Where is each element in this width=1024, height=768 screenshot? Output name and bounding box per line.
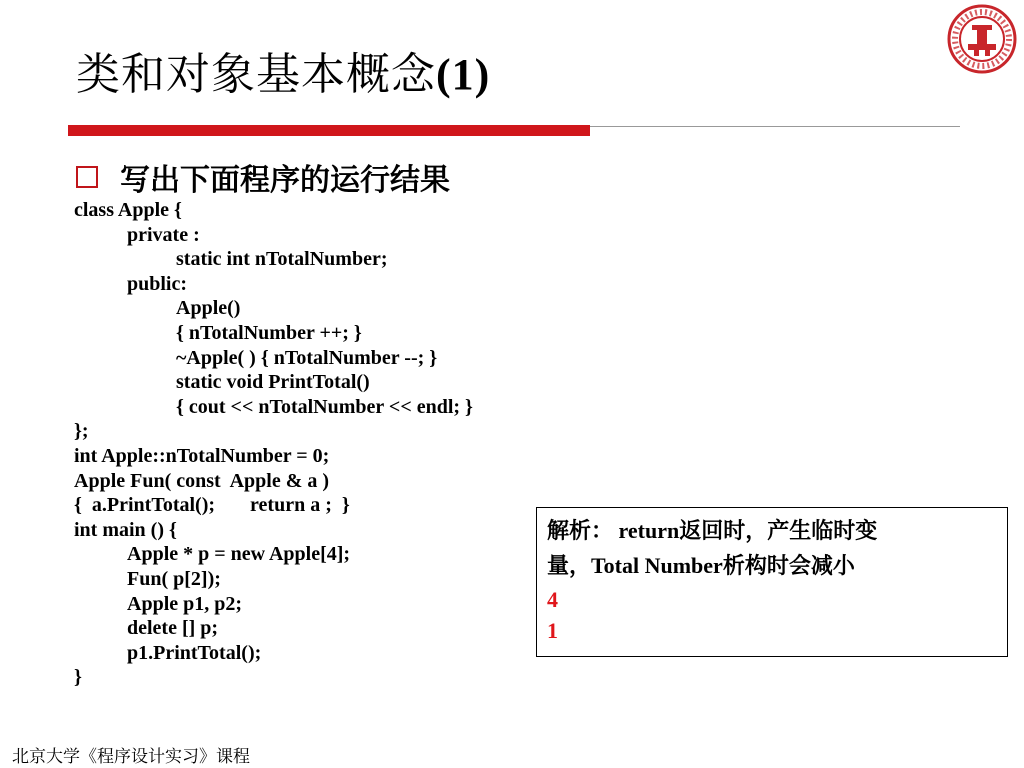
- code-line: Apple Fun( const Apple & a ): [74, 469, 330, 492]
- code-line: class Apple {: [74, 199, 182, 221]
- code-line: static int nTotalNumber;: [176, 248, 388, 271]
- code-line: Apple p1, p2;: [127, 592, 243, 615]
- code-line: Apple * p = new Apple[4];: [127, 543, 351, 566]
- slide-title: [76, 38, 490, 102]
- answer-box: [536, 507, 1008, 657]
- code-line: private :: [127, 223, 200, 246]
- title-rule-thick: [68, 125, 590, 136]
- code-line: };: [74, 420, 89, 443]
- code-line: p1.PrintTotal();: [127, 641, 262, 664]
- code-block: [74, 198, 473, 690]
- bullet-text: 写出下面程序的运行结果: [120, 163, 450, 198]
- answer-output-2: 1: [547, 618, 558, 643]
- code-line: { cout << nTotalNumber << endl; }: [176, 395, 473, 418]
- code-line: delete [] p;: [127, 617, 219, 640]
- square-bullet-icon: [76, 166, 98, 188]
- code-line: Apple(): [176, 297, 241, 320]
- answer-line-2: [547, 549, 997, 584]
- answer-prefix: 解析：: [547, 519, 614, 544]
- title-rule-thin: [590, 126, 960, 127]
- code-line: ~Apple( ) { nTotalNumber --; }: [176, 346, 438, 369]
- code-line: Fun( p[2]);: [127, 567, 221, 590]
- title-number: (1): [436, 50, 491, 99]
- answer-keyword-return: return: [613, 518, 680, 543]
- code-line: { nTotalNumber ++; }: [176, 321, 362, 344]
- code-line: int main () {: [74, 518, 177, 541]
- code-line: public:: [127, 272, 188, 295]
- code-line: }: [74, 666, 82, 689]
- answer-keyword-total: Total Number: [591, 553, 723, 578]
- code-line: { a.PrintTotal(); return a ; }: [74, 494, 350, 517]
- footer-course-name: 北京大学《程序设计实习》课程: [12, 747, 250, 767]
- bullet-item: [76, 155, 450, 199]
- university-seal-icon: [946, 3, 1018, 75]
- title-text: 类和对象基本概念: [76, 49, 436, 100]
- answer-line2-pre: 量，: [547, 554, 592, 579]
- answer-line2-text: 析构时会减小: [722, 554, 855, 579]
- code-line: static void PrintTotal(): [176, 371, 370, 394]
- answer-line1-text: 返回时，产生临时变: [679, 519, 878, 544]
- answer-output-1: 4: [547, 587, 558, 612]
- answer-line-1: [547, 514, 997, 549]
- code-line: int Apple::nTotalNumber = 0;: [74, 444, 330, 467]
